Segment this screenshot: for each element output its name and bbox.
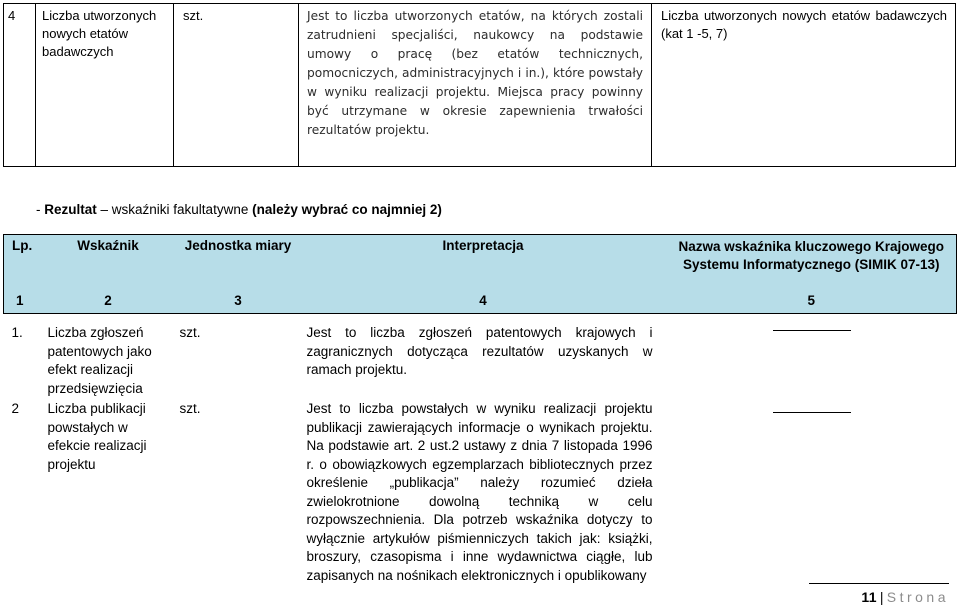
simik-name: Liczba utworzonych nowych etatów badawczych (kat 1 -5, 7) <box>661 8 947 41</box>
heading-middle: – wskaźniki fakultatywne <box>96 202 253 217</box>
col-num-5: 5 <box>667 291 957 314</box>
page-number: 11 <box>861 589 877 605</box>
row-unit: szt. <box>179 325 201 340</box>
col-num-2: 2 <box>40 291 177 314</box>
row-indicator: Liczba publikacji powstałych w efekcie realizacji projektu <box>47 401 147 472</box>
unit: szt. <box>174 4 299 166</box>
row-simik-empty <box>667 314 957 399</box>
result-heading <box>36 202 442 217</box>
optional-indicators-table <box>3 234 957 585</box>
page-indicator <box>861 589 949 605</box>
header-indicator: Wskaźnik <box>40 235 177 292</box>
row-lp: 2 <box>11 401 20 416</box>
column-number-row <box>4 291 957 314</box>
table-row <box>4 314 957 399</box>
page-footer <box>809 583 949 608</box>
page-separator: | <box>879 589 884 605</box>
row-interpretation: Jest to liczba zgłoszeń patentowych krajowych i zagranicznych dotycząca rezultatów uzyskanych w ramach projektu. <box>306 325 653 377</box>
row-number: 4 <box>4 4 36 166</box>
heading-bold-rezultat: Rezultat <box>44 202 97 217</box>
indicator-row-4 <box>3 3 956 167</box>
header-row <box>4 235 957 292</box>
col-num-1: 1 <box>4 291 40 314</box>
heading-bold-note: (należy wybrać co najmniej 2) <box>252 202 442 217</box>
row-indicator: Liczba zgłoszeń patentowych jako efekt realizacji przedsięwzięcia <box>47 325 152 396</box>
page-label: Strona <box>886 589 949 605</box>
col-num-3: 3 <box>177 291 300 314</box>
header-interpretation: Interpretacja <box>300 235 667 292</box>
empty-value-line <box>773 411 851 413</box>
indicator-name: Liczba utworzonych nowych etatów badawczych <box>36 4 174 166</box>
header-simik: Nazwa wskaźnika kluczowego Krajowego Systemu Informatycznego (SIMIK 07-13) <box>667 235 957 292</box>
row-interpretation: Jest to liczba powstałych w wyniku realizacji projektu publikacji zawierających informacje o wynikach projektu. Na podstawie art. 2 ust.2 ustawy z dnia 7 listopada 1996 r. o obowiązkowych egzemplarzach bibliotecznych przez określenie „publikacja” należy rozumieć dzieła zwielokrotnione dowolną techniką w celu rozpowszechnienia. Dla potrzeb wskaźnika dotyczy to wyłącznie artykułów piśmienniczych takich jak: książki, broszury, czasopisma i inne wydawnictwa ciągłe, lub zapisanych na nośnikach elektronicznych i opublikowany <box>306 401 653 583</box>
row-simik-empty <box>667 398 957 585</box>
interpretation: Jest to liczba utworzonych etatów, na których zostali zatrudnieni specjaliści, naukowcy na podstawie umowy o pracę (bez etatów technicznych, pomocniczych, administracyjnych i in.), które powstały w wyniku realizacji projektu. Miejsca pracy powinny być utrzymane w okresie zapewnienia trwałości rezultatów projektu. <box>299 4 652 166</box>
header-lp: Lp. <box>4 235 40 292</box>
heading-prefix: - <box>36 202 45 217</box>
col-num-4: 4 <box>300 291 667 314</box>
row-unit: szt. <box>179 401 201 416</box>
header-unit: Jednostka miary <box>177 235 300 292</box>
table-row <box>4 398 957 585</box>
row-lp: 1. <box>11 325 23 340</box>
empty-value-line <box>773 329 851 331</box>
